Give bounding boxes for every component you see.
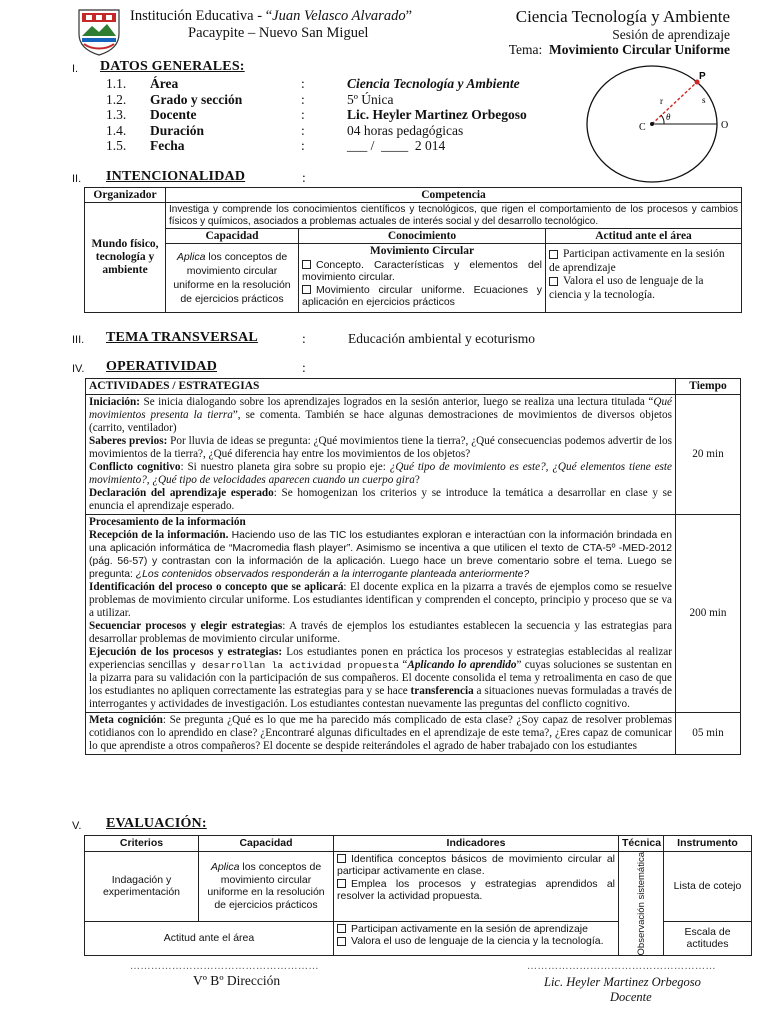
datos-row-num: 1.4.	[106, 122, 127, 138]
recepcion-title: Recepción de la información.	[89, 529, 229, 541]
capacidad-text: los conceptos de movimiento circular uniforme en la resolución de ejercicios prácticos	[173, 251, 291, 305]
section5-title: EVALUACIÓN:	[106, 816, 207, 831]
tecnica-text: Observación sistemática	[635, 851, 647, 955]
radius-line	[652, 82, 697, 124]
saberes-text: Por lluvia de ideas se pregunta: ¿Qué movimientos tiene la tierra?, ¿Qué consecuencias podemos advertir de los movimientos de la tierra?, ¿Qué diferencia hay entre los movimientos de los objetos?	[89, 435, 672, 460]
section5-number: V.	[72, 820, 82, 832]
datos-row-value: 04 horas pedagógicas	[347, 122, 464, 138]
actitud-item: Valora el uso de lenguaje de la ciencia y la tecnología.	[549, 275, 738, 302]
header-tema	[509, 42, 730, 58]
conflicto-title: Conflicto cognitivo	[89, 461, 181, 473]
datos-row-label: Área	[150, 76, 179, 91]
conocimiento-item: Movimiento circular uniforme. Ecuaciones y aplicación en ejercicios prácticos	[302, 283, 542, 308]
conflicto-text: : Si nuestro planeta gira sobre su propio eje:	[180, 461, 390, 473]
capacidad-eval-cell	[199, 851, 334, 921]
instrumento-lista: Lista de cotejo	[664, 851, 752, 921]
capacidad-header: Capacidad	[166, 229, 299, 244]
conocimiento-item: Concepto. Características y elementos del movimiento circular.	[302, 258, 542, 283]
secuenciar-text: : A través de ejemplos los estudiantes establecen la secuencia y las estrategias para desarrollar problemas de movimiento circular uniforme.	[89, 620, 672, 645]
section2-number: II.	[72, 173, 82, 185]
tiempo-meta: 05 min	[676, 713, 741, 755]
capacidad-verb: Aplica	[176, 251, 206, 263]
theta-arc	[661, 115, 664, 124]
tema-label: Tema:	[508, 42, 543, 57]
datos-row-label: Grado y sección	[150, 91, 243, 107]
label-s: s	[702, 95, 706, 105]
datos-row	[106, 76, 576, 92]
datos-row-colon: :	[301, 122, 305, 138]
datos-row-num: 1.2.	[106, 91, 127, 107]
indicador-item: Emplea los procesos y estrategias aprendidos al resolver la actividad propuesta.	[337, 877, 615, 902]
section3-title: TEMA TRANSVERSAL	[106, 330, 258, 345]
indicadores-cell-2	[334, 921, 619, 955]
inicio-cell	[86, 395, 676, 515]
signature-docente-role: Docente	[610, 990, 652, 1004]
indicadores-cell-1	[334, 851, 619, 921]
signature-direccion: Vº Bº Dirección	[193, 973, 281, 988]
section3-number: III.	[72, 334, 85, 346]
ejecucion-quote-open: “	[399, 659, 408, 671]
iniciacion-paragraph	[89, 396, 672, 435]
recepcion-question: ¿Los contenidos observados responderán a la interrogante planteada anteriormente?	[135, 569, 530, 580]
tema-transversal-value: Educación ambiental y ecoturismo	[348, 331, 536, 346]
section1-number: I.	[72, 63, 79, 75]
instrumento-header: Instrumento	[664, 836, 752, 852]
section4-colon: :	[302, 360, 306, 375]
identificacion-text: : El docente explica en la pizarra a través de ejemplos como se resuelve problemas de movimiento circular uniforme. Los estudiantes identifican y comprenden el concepto, principio y proceso que se va a utilizar.	[89, 581, 672, 619]
signature-docente-name: Lic. Heyler Martinez Orbegoso	[544, 975, 701, 989]
actitud-cell	[546, 244, 742, 313]
organizador-header: Organizador	[85, 188, 166, 203]
meta-text: : Se pregunta ¿Qué es lo que me ha parecido más complicado de esta clase? ¿Soy capaz de resolver problemas cotidianos con lo aprendido en clase? ¿Encontraré algunas dificultades en el aprendizaje de este tema?, ¿Eres capaz de comunicar lo que aprendiste a otros compañeros? El docente se despide reiterándoles el agrado de haber trabajado con los estudiantes	[89, 714, 673, 752]
criterios-header: Criterios	[85, 836, 199, 852]
actitud-header: Actitud ante el área	[546, 229, 742, 244]
section3-colon: :	[302, 331, 306, 346]
declaracion-paragraph	[89, 487, 672, 513]
aplicando-lo-aprendido: Aplicando lo aprendido	[407, 659, 517, 671]
procesamiento-cell	[86, 515, 676, 713]
tiempo-procesamiento: 200 min	[676, 515, 741, 713]
institution-line	[130, 8, 412, 25]
conocimiento-title: Movimiento Circular	[369, 245, 475, 257]
identificacion-paragraph	[89, 581, 672, 620]
label-r: r	[660, 96, 663, 106]
conocimiento-header: Conocimiento	[299, 229, 546, 244]
secuenciar-title: Secuenciar procesos y elegir estrategias	[89, 620, 283, 632]
datos-row	[106, 138, 576, 154]
iniciacion-text: Se inicia dialogando sobre los aprendizajes logrados en la sesión anterior, luego se realiza una lectura titulada “	[139, 396, 654, 408]
saberes-title: Saberes previos:	[89, 435, 168, 447]
conflicto-paragraph	[89, 461, 672, 487]
datos-row-num: 1.1.	[106, 76, 127, 91]
datos-row-num: 1.5.	[106, 138, 127, 153]
indicador-item: Identifica conceptos básicos de movimiento circular al participar activamente en clase.	[337, 852, 615, 877]
indicadores-header: Indicadores	[334, 836, 619, 852]
ejecucion-paragraph	[89, 646, 672, 711]
section4-number: IV.	[72, 363, 85, 375]
institution-location: Pacaypite – Nuevo San Miguel	[188, 25, 369, 41]
header-area-title: Ciencia Tecnología y Ambiente	[515, 7, 730, 26]
capacidad-cell	[166, 244, 299, 313]
datos-row-value: Lic. Heyler Martinez Orbegoso	[347, 107, 527, 122]
conocimiento-cell	[299, 244, 546, 313]
intencionalidad-table	[84, 187, 742, 313]
institution-prefix: Institución Educativa - “	[130, 8, 273, 24]
institution-suffix: ”	[405, 8, 413, 24]
datos-row-colon: :	[301, 138, 305, 153]
criterio-actitud: Actitud ante el área	[85, 921, 334, 955]
evaluacion-table	[84, 835, 752, 956]
label-o: O	[721, 120, 729, 131]
datos-row	[106, 107, 576, 123]
ejecucion-text-2: ” cuyas soluciones se sustentan en la pizarra para su validación con la participación de sus compañeros. El docente consolida el tema y retroalimenta en caso de que los estudiantes no apliquen correctamente las estrategias para y se hace	[89, 659, 673, 697]
section1-title: DATOS GENERALES:	[100, 59, 245, 74]
lectura-title: Qué movimientos presenta la tierra	[89, 396, 672, 421]
signature-line-left: ………………………………………………	[130, 961, 319, 972]
operatividad-table	[85, 378, 741, 755]
capacidad-eval-verb: Aplica	[210, 861, 240, 874]
capacidad-eval-text: los conceptos de movimiento circular uniforme en la resolución de ejercicios prácticos	[207, 861, 325, 911]
actitud-item: Participan activamente en la sesión de aprendizaje	[549, 248, 738, 275]
transferencia-word: transferencia	[410, 685, 474, 697]
datos-row	[106, 123, 576, 139]
ejecucion-text: Los estudiantes ponen en práctica los procesos y estrategias establecidas al realizar experiencias sencillas	[89, 646, 672, 671]
organizador-cell: Mundo físico, tecnología y ambiente	[85, 203, 166, 313]
recepcion-text: Haciendo uso de las TIC los estudiantes exploran e interactúan con la información brindada en una aplicación informática de “Macromedia flash player”. Asimismo se incentiva a que utilicen el texto de CTA-5º -MED-2012 (pág. 56-57) y contrastan con la información de la aplicación. Luego hace un breve comentario sobre el tema. Luego se pregunta:	[89, 530, 672, 580]
section4-title: OPERATIVIDAD	[106, 359, 218, 374]
center-point	[650, 122, 654, 126]
school-logo	[74, 6, 124, 56]
identificacion-title: Identificación del proceso o concepto que se aplicará	[89, 581, 344, 593]
datos-row-colon: :	[301, 76, 305, 91]
conflicto-text-end: ?	[414, 474, 420, 486]
signature-line-right: ………………………………………………	[527, 961, 716, 972]
iniciacion-title: Iniciación:	[89, 396, 140, 408]
datos-row-value: ___ / ____ 2 014	[347, 138, 446, 153]
indicador-item: Valora el uso de lenguaje de la ciencia y la tecnología.	[337, 935, 615, 948]
competencia-cell: Investiga y comprende los conocimientos científicos y tecnológicos, que rigen el comportamiento de los procesos y cambios físicos y químicos, asociados a problemas actuales de interés social y del desarrollo tecnológico.	[166, 203, 742, 229]
ejecucion-title: Ejecución de los procesos y estrategias:	[89, 646, 283, 658]
label-theta: θ	[666, 112, 671, 122]
circular-motion-diagram	[582, 62, 748, 188]
institution-name: Juan Velasco Alvarado	[272, 8, 406, 24]
meta-cell	[86, 713, 676, 755]
tecnica-cell	[619, 851, 664, 955]
actividades-header: ACTIVIDADES / ESTRATEGIAS	[86, 379, 676, 395]
header-session: Sesión de aprendizaje	[612, 27, 730, 42]
saberes-paragraph	[89, 435, 672, 461]
tecnica-header: Técnica	[619, 836, 664, 852]
label-c: C	[639, 122, 646, 133]
datos-row-value: Ciencia Tecnología y Ambiente	[347, 76, 520, 91]
tiempo-inicio: 20 min	[676, 395, 741, 515]
procesamiento-title: Procesamiento de la información	[89, 516, 246, 528]
declaracion-text: : Se homogenizan los criterios y se introduce la temática a desarrollar en clase y se enuncia el aprendizaje esperado.	[89, 487, 672, 512]
ejecucion-text-3: a situaciones nuevas formuladas a través de interrogantes y actividades de investigación. Los estudiantes contestan nuevamente las preguntas del conflicto cognitivo.	[89, 685, 672, 710]
datos-row-colon: :	[301, 107, 305, 122]
secuenciar-paragraph	[89, 620, 672, 646]
recepcion-paragraph	[89, 529, 672, 581]
section2-title: INTENCIONALIDAD	[106, 169, 246, 184]
datos-row-label: Fecha	[150, 138, 185, 153]
capacidad-eval-header: Capacidad	[199, 836, 334, 852]
section2-colon: :	[302, 170, 306, 185]
iniciacion-text-end: ”, se comenta. También se hace algunas demostraciones de movimientos de diversos objetos (carrito, ventilador)	[89, 409, 672, 434]
datos-row-value: 5º Única	[347, 91, 394, 107]
tiempo-header: Tiempo	[676, 379, 741, 395]
datos-row-num: 1.3.	[106, 107, 127, 122]
criterio-indagacion: Indagación y experimentación	[85, 851, 199, 921]
ejecucion-actividad: y desarrollan la actividad propuesta	[189, 660, 400, 671]
competencia-header: Competencia	[166, 188, 742, 203]
datos-row-label: Duración	[150, 122, 204, 138]
instrumento-escala: Escala de actitudes	[664, 921, 752, 955]
datos-generales-list	[106, 76, 576, 154]
conflicto-questions: ¿Qué tipo de movimiento es este?, ¿Qué elementos tiene este movimiento?, ¿Qué tipo de velocidades aparecen cuando un cuerpo gira	[89, 461, 672, 486]
tema-value: Movimiento Circular Uniforme	[549, 42, 730, 57]
indicador-item: Participan activamente en la sesión de aprendizaje	[337, 923, 615, 936]
datos-row-label: Docente	[150, 107, 197, 122]
label-p: P	[699, 71, 706, 82]
datos-row-colon: :	[301, 91, 305, 107]
declaracion-title: Declaración del aprendizaje esperado	[89, 487, 274, 499]
meta-title: Meta cognición	[89, 714, 163, 726]
datos-row	[106, 92, 576, 108]
